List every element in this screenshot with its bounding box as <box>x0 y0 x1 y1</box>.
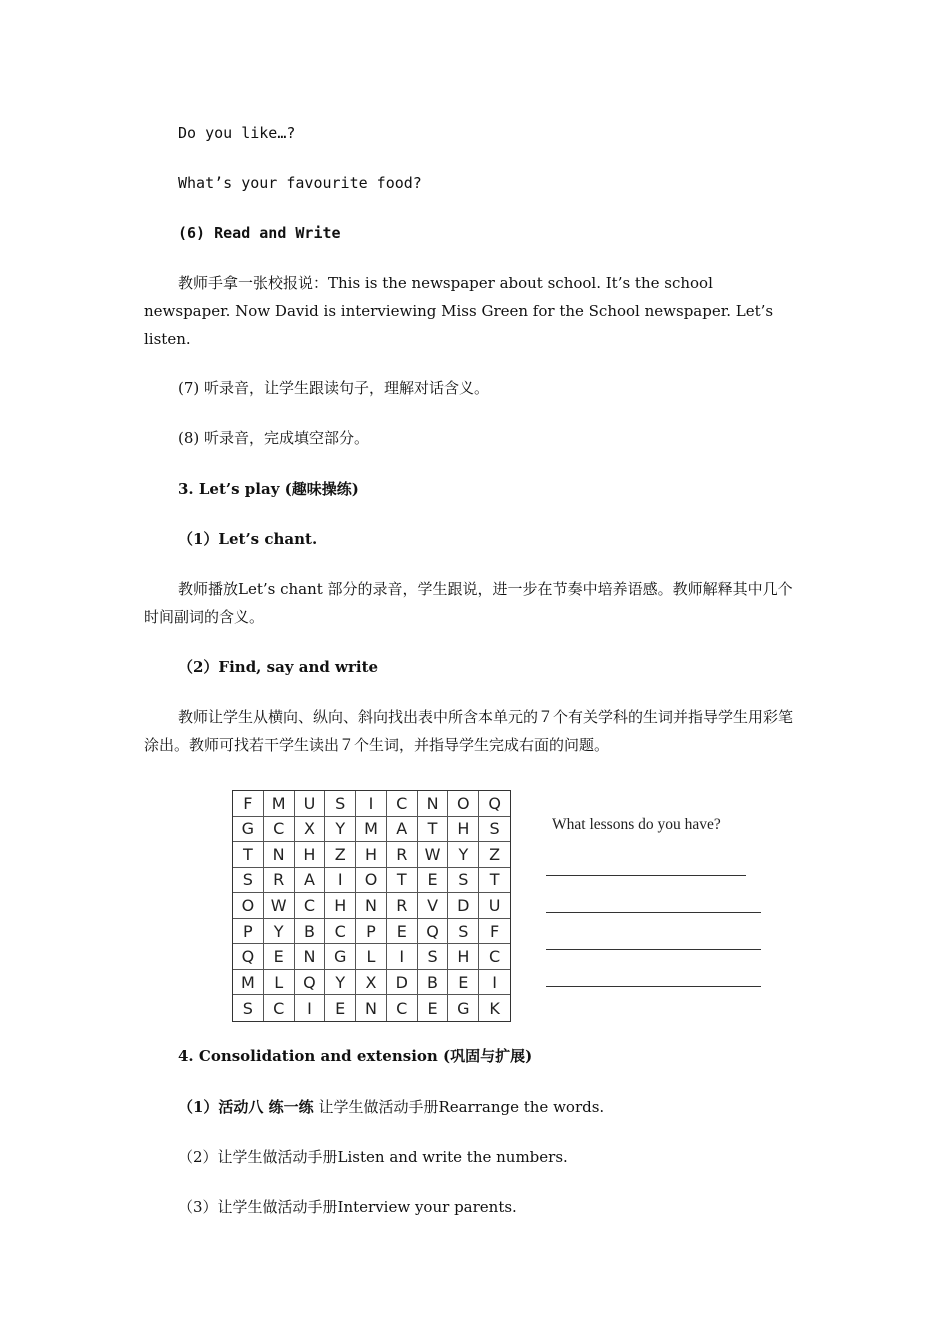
answer-line-4 <box>546 986 761 987</box>
grid-cell: G <box>448 995 479 1021</box>
grid-cell: C <box>479 944 510 970</box>
grid-cell: M <box>356 817 387 843</box>
grid-cell: H <box>356 842 387 868</box>
grid-cell: L <box>264 970 295 996</box>
grid-cell: S <box>448 868 479 894</box>
grid-cell: W <box>264 893 295 919</box>
grid-cell: X <box>295 817 326 843</box>
grid-cell: I <box>356 791 387 817</box>
grid-cell: N <box>356 893 387 919</box>
p2: 教师播放Let’s chant 部分的录音，学生跟说，进一步在节奏中培养语感。教师解释其中几个时间副词的含义。 <box>144 580 793 626</box>
grid-cell: Y <box>325 817 356 843</box>
grid-cell: C <box>387 995 418 1021</box>
grid-cell: C <box>387 791 418 817</box>
grid-cell: N <box>418 791 449 817</box>
l1: Do you like…? <box>178 124 296 142</box>
grid-cell: H <box>325 893 356 919</box>
l6: 3. Let’s play (趣味操练) <box>178 480 359 498</box>
l4: (7) 听录音，让学生跟读句子，理解对话含义。 <box>178 379 490 397</box>
grid-cell: S <box>325 791 356 817</box>
grid-cell: B <box>295 919 326 945</box>
grid-cell: I <box>387 944 418 970</box>
p1: 教师手拿一张校报说：This is the newspaper about school. It’s the school newspaper. Now David is interviewing Miss Green for the School newspaper. Let’s listen. <box>144 274 774 348</box>
l10-rest: 让学生做活动手册Rearrange the words. <box>313 1098 605 1116</box>
p3: 教师让学生从横向、纵向、斜向找出表中所含本单元的７个有关学科的生词并指导学生用彩笔涂出。教师可找若干学生读出７个生词，并指导学生完成右面的问题。 <box>144 708 794 754</box>
grid-cell: S <box>233 995 264 1021</box>
grid-cell: U <box>479 893 510 919</box>
grid-cell: S <box>418 944 449 970</box>
grid-cell: S <box>233 868 264 894</box>
grid-cell: C <box>325 919 356 945</box>
grid-cell: T <box>387 868 418 894</box>
grid-cell: S <box>479 817 510 843</box>
grid-cell: H <box>295 842 326 868</box>
grid-cell: N <box>295 944 326 970</box>
grid-cell: G <box>325 944 356 970</box>
grid-cell: E <box>325 995 356 1021</box>
grid-cell: B <box>418 970 449 996</box>
l10 <box>178 1097 604 1117</box>
l8: （2）Find, say and write <box>178 658 379 676</box>
l9: 4. Consolidation and extension (巩固与扩展) <box>178 1047 533 1065</box>
grid-cell: M <box>233 970 264 996</box>
grid-cell: Q <box>295 970 326 996</box>
grid-cell: I <box>295 995 326 1021</box>
grid-cell: Q <box>479 791 510 817</box>
l2: What’s your favourite food? <box>178 174 422 192</box>
grid-cell: E <box>418 995 449 1021</box>
grid-cell: E <box>387 919 418 945</box>
l10-bold: （1）活动八 练一练 <box>178 1098 314 1116</box>
grid-cell: R <box>387 842 418 868</box>
grid-cell: L <box>356 944 387 970</box>
grid-cell: V <box>418 893 449 919</box>
grid-cell: D <box>387 970 418 996</box>
grid-cell: O <box>448 791 479 817</box>
grid-cell: M <box>264 791 295 817</box>
grid-cell: A <box>295 868 326 894</box>
l7: （1）Let’s chant. <box>178 530 318 548</box>
grid-cell: Z <box>479 842 510 868</box>
answer-line-3 <box>546 949 761 950</box>
word-search-grid <box>232 790 511 1022</box>
grid-cell: O <box>356 868 387 894</box>
grid-cell: I <box>479 970 510 996</box>
grid-cell: Y <box>448 842 479 868</box>
grid-cell: N <box>264 842 295 868</box>
grid-cell: S <box>448 919 479 945</box>
grid-cell: A <box>387 817 418 843</box>
grid-cell: R <box>387 893 418 919</box>
grid-cell: Z <box>325 842 356 868</box>
grid-cell: Q <box>233 944 264 970</box>
l5: (8) 听录音，完成填空部分。 <box>178 429 370 447</box>
grid-cell: H <box>448 817 479 843</box>
grid-cell: F <box>479 919 510 945</box>
grid-cell: I <box>325 868 356 894</box>
grid-cell: P <box>356 919 387 945</box>
grid-cell: R <box>264 868 295 894</box>
grid-cell: Y <box>264 919 295 945</box>
grid-cell: D <box>448 893 479 919</box>
grid-cell: H <box>448 944 479 970</box>
l11: （2）让学生做活动手册Listen and write the numbers. <box>178 1148 568 1166</box>
grid-cell: U <box>295 791 326 817</box>
grid-cell: N <box>356 995 387 1021</box>
grid-cell: C <box>264 995 295 1021</box>
grid-cell: C <box>295 893 326 919</box>
grid-cell: Y <box>325 970 356 996</box>
answer-line-2 <box>546 912 761 913</box>
grid-cell: K <box>489 998 500 1018</box>
l3: (6) Read and Write <box>178 224 341 242</box>
grid-cell: O <box>233 893 264 919</box>
l12: （3）让学生做活动手册Interview your parents. <box>178 1198 517 1216</box>
grid-cell: E <box>418 868 449 894</box>
lessons-question: What lessons do you have? <box>552 816 721 833</box>
grid-cell: W <box>418 842 449 868</box>
answer-line-1 <box>546 875 746 876</box>
grid-cell: E <box>264 944 295 970</box>
grid-cell: E <box>448 970 479 996</box>
grid-cell: C <box>264 817 295 843</box>
grid-cell: Q <box>418 919 449 945</box>
grid-cell: T <box>418 817 449 843</box>
grid-cell: P <box>233 919 264 945</box>
grid-cell: F <box>233 791 264 817</box>
grid-cell: T <box>233 842 264 868</box>
grid-cell: X <box>356 970 387 996</box>
grid-cell: T <box>479 868 510 894</box>
grid-cell: G <box>233 817 264 843</box>
